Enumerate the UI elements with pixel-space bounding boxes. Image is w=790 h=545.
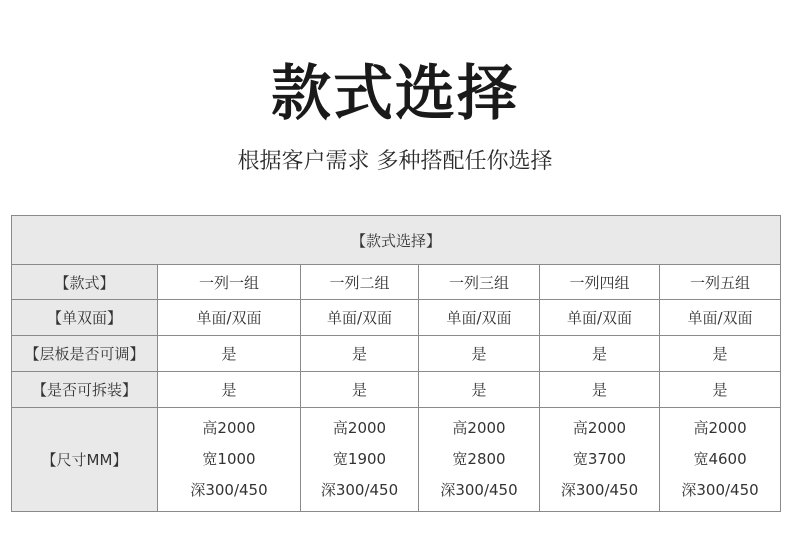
table-cell: 是 (158, 372, 301, 408)
width-value: 宽3700 (572, 450, 627, 468)
table-cell: 一列一组 (158, 265, 301, 300)
height-value: 高2000 (332, 419, 387, 437)
depth-value: 深300/450 (440, 481, 518, 499)
depth-value: 深300/450 (560, 481, 639, 499)
table-cell: 是 (158, 336, 301, 372)
row-label: 【是否可拆装】 (12, 372, 158, 408)
row-label: 【款式】 (12, 265, 158, 300)
table-row (12, 300, 781, 336)
table-row (12, 265, 781, 300)
size-cell (301, 408, 419, 512)
size-cell (660, 408, 781, 512)
table-cell: 单面/双面 (158, 300, 301, 336)
table-row (12, 372, 781, 408)
table-caption: 【款式选择】 (12, 216, 781, 265)
table-cell: 单面/双面 (419, 300, 540, 336)
page-subtitle: 根据客户需求 多种搭配任你选择 (237, 149, 553, 174)
table-cell: 一列五组 (660, 265, 781, 300)
depth-value: 深300/450 (190, 481, 268, 499)
table-cell: 一列二组 (301, 265, 419, 300)
row-label: 【层板是否可调】 (12, 336, 158, 372)
size-cell (419, 408, 540, 512)
width-value: 宽1900 (332, 450, 387, 468)
table-cell: 一列四组 (540, 265, 660, 300)
table-cell: 是 (660, 336, 781, 372)
table-cell: 单面/双面 (301, 300, 419, 336)
size-cell (540, 408, 660, 512)
table-row (12, 408, 781, 512)
height-value: 高2000 (202, 419, 256, 437)
width-value: 宽2800 (452, 450, 506, 468)
table-cell: 单面/双面 (660, 300, 781, 336)
size-cell (158, 408, 301, 512)
height-value: 高2000 (572, 419, 627, 437)
depth-value: 深300/450 (681, 481, 759, 499)
height-value: 高2000 (452, 419, 506, 437)
page-title: 款式选择 (271, 59, 519, 129)
table-cell: 是 (419, 336, 540, 372)
table-cell: 单面/双面 (540, 300, 660, 336)
table-cell: 是 (419, 372, 540, 408)
depth-value: 深300/450 (320, 481, 399, 499)
row-label: 【单双面】 (12, 300, 158, 336)
height-value: 高2000 (693, 419, 747, 437)
style-table (11, 215, 781, 512)
table-cell: 是 (660, 372, 781, 408)
table-cell: 是 (540, 372, 660, 408)
row-label: 【尺寸MM】 (12, 408, 158, 512)
table-row (12, 336, 781, 372)
table-cell: 是 (301, 336, 419, 372)
table-cell: 是 (301, 372, 419, 408)
width-value: 宽1000 (202, 450, 256, 468)
table-cell: 是 (540, 336, 660, 372)
table-cell: 一列三组 (419, 265, 540, 300)
width-value: 宽4600 (693, 450, 747, 468)
